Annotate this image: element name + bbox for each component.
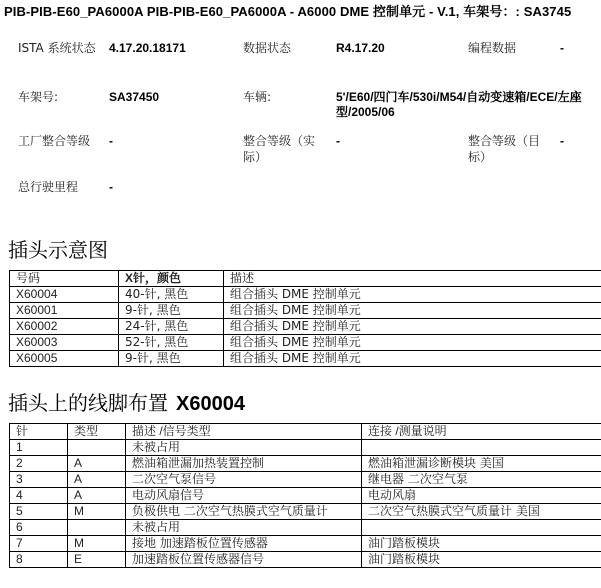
- connector-pins: 9-针, 黑色: [119, 351, 224, 367]
- table-row: [10, 552, 601, 568]
- pin-connection: 油门踏板模块: [362, 552, 601, 568]
- pin-connection: 电动风扇: [362, 488, 601, 504]
- document-header: PIB-PIB-E60_PA6000A PIB-PIB-E60_PA6000A - A6000 DME 控制单元 - V.1, 车架号：: SA3745: [4, 4, 572, 19]
- ista-status-value: 4.17.20.18171: [109, 41, 186, 55]
- connector-description: 组合插头 DME 控制单元: [224, 319, 601, 335]
- pin-number: 7: [10, 536, 68, 552]
- connector-diagram-title: 插头示意图: [8, 238, 108, 262]
- connector-number: X60005: [10, 351, 119, 367]
- connector-table-header: [10, 271, 601, 287]
- pin-connection: 二次空气热膜式空气质量计 美国: [362, 504, 601, 520]
- pin-connection: 继电器 二次空气泵: [362, 472, 601, 488]
- pin-number: 2: [10, 456, 68, 472]
- pin-number: 3: [10, 472, 68, 488]
- table-row: [10, 303, 601, 319]
- table-row: [10, 520, 601, 536]
- table-row: [10, 536, 601, 552]
- vin-value: SA37450: [109, 90, 160, 104]
- table-row: [10, 472, 601, 488]
- connector-description: 组合插头 DME 控制单元: [224, 335, 601, 351]
- connector-number: X60001: [10, 303, 119, 319]
- pin-signal: 负极供电 二次空气热膜式空气质量计: [126, 504, 362, 520]
- table-row: [10, 351, 601, 367]
- pin-assignment-connector-code: X60004: [176, 393, 245, 415]
- vin-label: 车架号:: [18, 90, 59, 104]
- programming-data-value: -: [560, 41, 564, 55]
- pin-signal: 二次空气泵信号: [126, 472, 362, 488]
- integration-actual-label: 整合等级（实际）: [243, 134, 316, 164]
- pin-number: 4: [10, 488, 68, 504]
- table-row: [10, 335, 601, 351]
- pin-signal: 接地 加速踏板位置传感器: [126, 536, 362, 552]
- vehicle-value: 5'/E60/四门车/530i/M54/自动变速箱/ECE/左座型/2005/06: [336, 90, 582, 119]
- connector-number: X60004: [10, 287, 119, 303]
- pin-signal: 未被占用: [126, 520, 362, 536]
- col-pin: 针: [10, 424, 68, 440]
- mileage-value: -: [109, 180, 113, 194]
- col-pins-color: X针，颜色: [119, 271, 224, 287]
- connector-description: 组合插头 DME 控制单元: [224, 351, 601, 367]
- programming-data-label: 编程数据: [468, 41, 517, 55]
- pin-type: M: [68, 504, 126, 520]
- pin-table-header: [10, 424, 601, 440]
- data-state-label: 数据状态: [243, 41, 292, 55]
- data-state-value: R4.17.20: [336, 41, 385, 55]
- connector-pins: 9-针, 黑色: [119, 303, 224, 319]
- pin-type: E: [68, 552, 126, 568]
- pin-number: 8: [10, 552, 68, 568]
- table-row: [10, 456, 601, 472]
- pin-type: [68, 520, 126, 536]
- pin-number: 1: [10, 440, 68, 456]
- connector-description: 组合插头 DME 控制单元: [224, 287, 601, 303]
- pin-type: M: [68, 536, 126, 552]
- pin-number: 6: [10, 520, 68, 536]
- pin-assignment-title-text: 插头上的线脚布置: [8, 391, 168, 415]
- integration-target-label: 整合等级（目标）: [468, 134, 541, 164]
- table-row: [10, 287, 601, 303]
- col-type: 类型: [68, 424, 126, 440]
- pin-connection: [362, 520, 601, 536]
- pin-signal: 加速踏板位置传感器信号: [126, 552, 362, 568]
- table-row: [10, 504, 601, 520]
- integration-target-value: -: [560, 134, 564, 148]
- pin-number: 5: [10, 504, 68, 520]
- connector-table: [9, 270, 601, 367]
- pin-table: [9, 423, 601, 568]
- pin-connection: 燃油箱泄漏诊断模块 美国: [362, 456, 601, 472]
- col-description: 描述: [224, 271, 601, 287]
- connector-pins: 24-针, 黑色: [119, 319, 224, 335]
- factory-integration-value: -: [109, 134, 113, 148]
- table-row: [10, 319, 601, 335]
- connector-description: 组合插头 DME 控制单元: [224, 303, 601, 319]
- pin-type: A: [68, 456, 126, 472]
- pin-signal: 燃油箱泄漏加热装置控制: [126, 456, 362, 472]
- table-row: [10, 440, 601, 456]
- col-connection: 连接 /测量说明: [362, 424, 601, 440]
- integration-actual-value: -: [336, 134, 340, 148]
- pin-type: [68, 440, 126, 456]
- pin-signal: 电动风扇信号: [126, 488, 362, 504]
- factory-integration-label: 工厂整合等级: [18, 134, 91, 148]
- col-number: 号码: [10, 271, 119, 287]
- pin-type: A: [68, 488, 126, 504]
- pin-connection: [362, 440, 601, 456]
- connector-pins: 52-针, 黑色: [119, 335, 224, 351]
- pin-signal: 未被占用: [126, 440, 362, 456]
- ista-status-label: ISTA 系统状态: [18, 41, 96, 55]
- connector-pins: 40-针, 黑色: [119, 287, 224, 303]
- vehicle-label: 车辆:: [243, 90, 272, 104]
- pin-assignment-title: [8, 387, 245, 416]
- mileage-label: 总行驶里程: [18, 180, 79, 194]
- pin-type: A: [68, 472, 126, 488]
- connector-number: X60002: [10, 319, 119, 335]
- connector-number: X60003: [10, 335, 119, 351]
- table-row: [10, 488, 601, 504]
- pin-connection: 油门踏板模块: [362, 536, 601, 552]
- col-signal: 描述 /信号类型: [126, 424, 362, 440]
